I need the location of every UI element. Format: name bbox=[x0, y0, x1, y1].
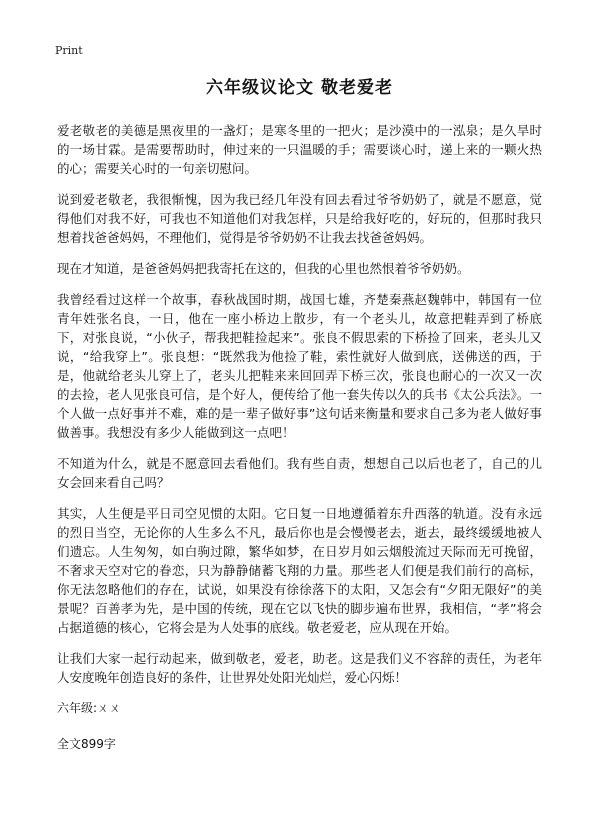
article-paragraph-3: 现在才知道，是爸爸妈妈把我寄托在这的，但我的心里也然恨着爷爷奶奶。 bbox=[57, 261, 470, 276]
print-link[interactable]: Print bbox=[55, 44, 83, 57]
article-paragraph-5: 不知道为什么，就是不愿意回去看他们。我有些自责，想想自己以后也老了，自己的儿女会回来看自己吗？ bbox=[57, 456, 542, 490]
article-paragraph-4: 我曾经看过这样一个故事，春秋战国时期，战国七雄，齐楚秦燕赵魏韩中，韩国有一位青年姓张名良，一日，他在一座小桥边上散步，有一个老头儿，故意把鞋弄到了桥底下，对张良说，“小伙子，帮我把鞋捡起来”。张良不假思索的下桥捡了回来，老头儿又说，“给我穿上”。张良想：“既然我为他捡了鞋，索性就好人做到底，送佛送的西，于是，他就给老头儿穿上了，老头儿把鞋来来回回弄下桥三次，张良也耐心的一次又一次的去捡，老人见张良可信，是个好人，便传给了他一套失传以久的兵书《太公兵法》。一个人做一点好事并不难，难的是一辈子做好事”这句话来衡量和要求自己多为老人做好事做善事。我想没有多少人能做到这一点吧！ bbox=[57, 292, 542, 440]
word-count: 全文899字 bbox=[57, 737, 116, 751]
article-paragraph-7: 让我们大家一起行动起来，做到敬老，爱老，助老。这是我们义不容辞的责任，为老年人安度晚年创造良好的条件，让世界处处阳光灿烂，爱心闪烁！ bbox=[57, 651, 542, 685]
author-line: 六年级:ㄨㄨ bbox=[57, 701, 122, 715]
article-title: 六年级议论文 敬老爱老 bbox=[206, 78, 393, 98]
article-paragraph-1: 爱老敬老的美德是黑夜里的一盏灯；是寒冬里的一把火；是沙漠中的一泓泉；是久旱时的一场甘霖。是需要帮助时，伸过来的一只温暖的手；需要谈心时，递上来的一颗火热的心；需要关心时的一句亲切慰问。 bbox=[57, 123, 542, 176]
article-paragraph-6: 其实，人生便是平日司空见惯的太阳。它日复一日地遵循着东升西落的轨道。没有永远的烈日当空，无论你的人生多么不凡，最后你也是会慢慢老去，逝去，最终缓缓地被人们遗忘。人生匆匆，如白驹过隙，繁华如梦，在日岁月如云烟般流过天际而无可挽留，不奢求天空对它的眷恋，只为静静储蓄飞翔的力量。那些老人们便是我们前行的高标，你无法忽略他们的存在，试说，如果没有徐徐落下的太阳，又怎会有“夕阳无限好”的美景呢？百善孝为先，是中国的传统，现在它以飞快的脚步遍布世界，我相信，“孝”将会占据道德的核心，它将会是为人处事的底线。敬老爱老，应从现在开始。 bbox=[57, 506, 542, 635]
article-paragraph-2: 说到爱老敬老，我很惭愧，因为我已经几年没有回去看过爷爷奶奶了，就是不愿意，觉得他们对我不好，可我也不知道他们对我怎样，只是给我好吃的，好玩的，但那时我只想着找爸爸妈妈，不理他们，觉得是爷爷奶奶不让我去找爸爸妈妈。 bbox=[57, 192, 542, 245]
